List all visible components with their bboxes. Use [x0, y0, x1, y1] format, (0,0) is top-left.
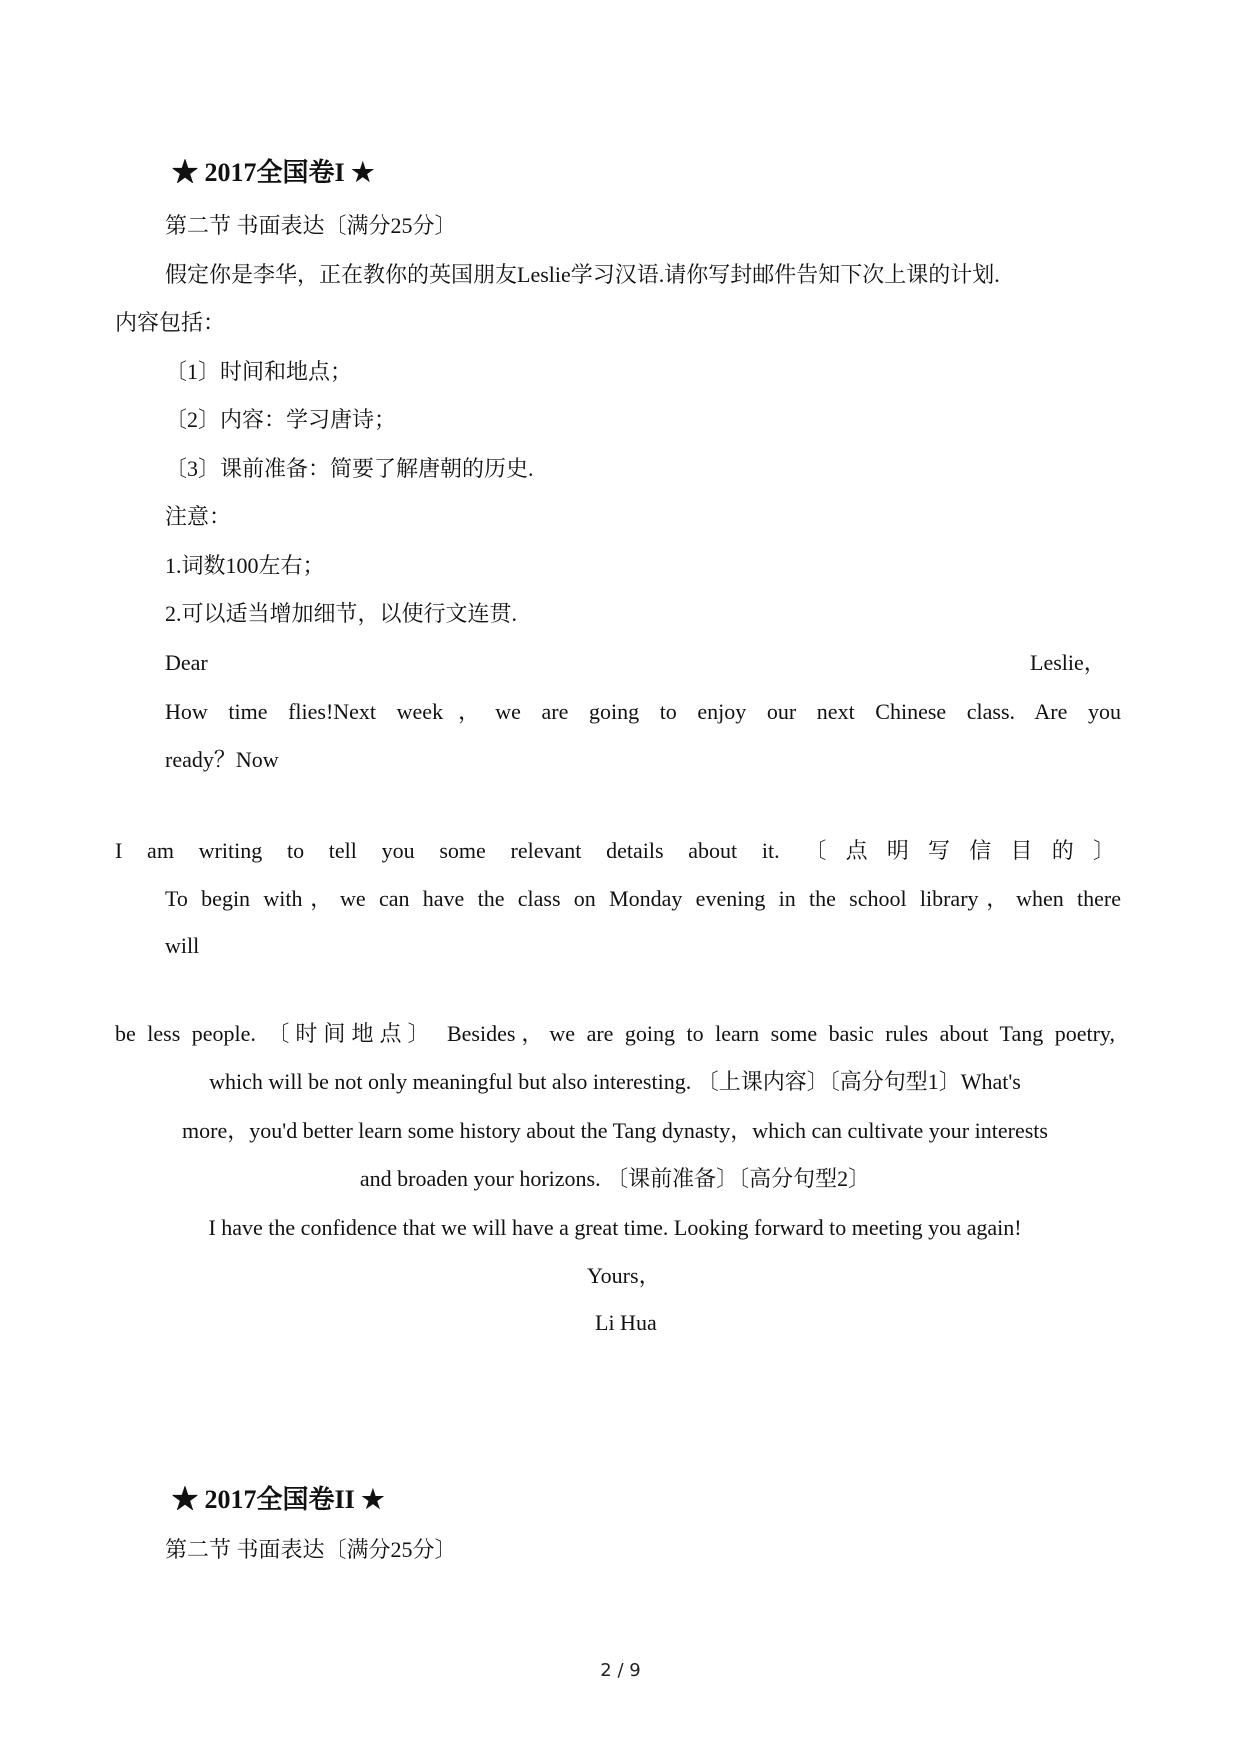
letter-signature: Li Hua — [595, 1310, 657, 1335]
letter-p1-line2: ready？Now — [165, 747, 279, 772]
note-2: 2.可以适当增加细节，以使行文连贯. — [165, 601, 518, 626]
section2-heading: ★ 2017全国卷II ★ — [172, 1485, 385, 1514]
task-intro-line2: 内容包括： — [115, 310, 226, 335]
page-number: 2 / 9 — [600, 1660, 641, 1681]
letter-recipient-name: Leslie， — [1030, 650, 1106, 675]
letter-p1-line1: How time flies!Next week，we are going to enjoy our next Chinese class. Are you — [165, 699, 1121, 724]
letter-p4-line4: and broaden your horizons. 〔课前准备〕〔高分句型2〕 — [359, 1166, 871, 1191]
letter-p4-line1: be less people. 〔时间地点〕 Besides，we are going to learn some basic rules about Tang poetry, — [115, 1021, 1115, 1046]
letter-p4-line3: more，you'd better learn some history about the Tang dynasty，which can cultivate your interests — [182, 1118, 1048, 1143]
section2-subheading: 第二节 书面表达〔满分25分〕 — [165, 1537, 457, 1562]
letter-p3-line2: will — [165, 933, 200, 958]
note-1: 1.词数100左右； — [165, 553, 325, 578]
notes-label: 注意： — [165, 504, 232, 529]
content-item-3: 〔3〕课前准备：简要了解唐朝的历史. — [165, 456, 534, 481]
letter-p4-line2: which will be not only meaningful but also interesting. 〔上课内容〕〔高分句型1〕What's — [209, 1069, 1021, 1094]
letter-p2-line1: I am writing to tell you some relevant details about it. 〔点明写信目的〕 — [115, 838, 1115, 863]
letter-salutation: Dear — [165, 650, 208, 675]
task-intro-line1: 假定你是李华，正在教你的英国朋友Leslie学习汉语.请你写封邮件告知下次上课的计划. — [165, 262, 1000, 287]
content-item-2: 〔2〕内容：学习唐诗； — [165, 407, 397, 432]
section1-subheading: 第二节 书面表达〔满分25分〕 — [165, 213, 457, 238]
letter-p3-line1: To begin with，we can have the class on Monday evening in the school library，when there — [165, 886, 1121, 911]
section1-heading: ★ 2017全国卷I ★ — [172, 158, 375, 187]
content-item-1: 〔1〕时间和地点； — [165, 359, 353, 384]
letter-sign-off: Yours， — [587, 1263, 661, 1288]
letter-closing-line: I have the confidence that we will have a great time. Looking forward to meeting you again! — [208, 1215, 1022, 1240]
